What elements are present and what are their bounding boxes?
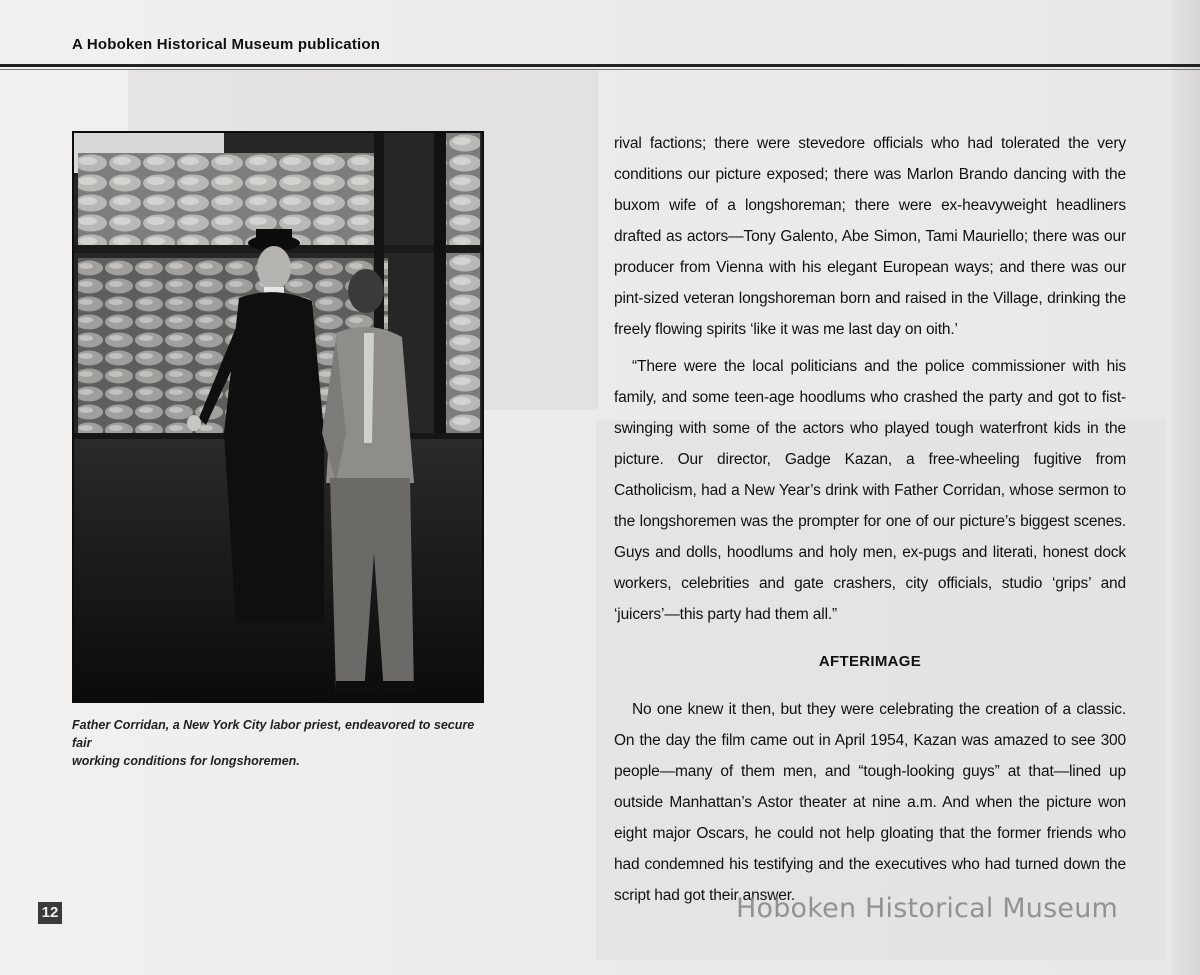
- header-rule-thin: [0, 69, 1200, 70]
- museum-watermark: Hoboken Historical Museum: [736, 893, 1119, 924]
- caption-line: working conditions for longshoremen.: [72, 754, 300, 768]
- section-heading: AFTERIMAGE: [818, 653, 922, 670]
- photo-caption: [72, 716, 492, 770]
- page-number: 12: [38, 902, 62, 924]
- publication-header: A Hoboken Historical Museum publication: [72, 36, 381, 53]
- archival-photo: [72, 131, 484, 703]
- article-body: [614, 128, 1126, 911]
- page-edge: [1172, 0, 1200, 975]
- body-paragraph: No one knew it then, but they were celebrating the creation of a classic. On the day the film came out in April 1954, Kazan was amazed to see 300 people—many of them men, and “tough-looking guys” at that—lined up outside Manhattan’s Astor theater at nine a.m. And when the picture won eight major Oscars, he could not help gloating that the former friends who had condemned his testifying and the executives who had turned down the script had got their answer.: [614, 701, 1126, 904]
- body-paragraph: rival factions; there were stevedore officials who had tolerated the very conditions our picture exposed; there was Marlon Brando dancing with the buxom wife of a longshoreman; there were ex-heavyweight headliners drafted as actors—Tony Galento, Abe Simon, Tami Mauriello; there was our producer from Vienna with his elegant European ways; and there was our pint-sized veteran longshoreman born and raised in the Village, drinking the freely flowing spirits ‘like it was me last day on oith.’: [614, 135, 1126, 338]
- photo-illustration: [74, 133, 482, 701]
- caption-line: Father Corridan, a New York City labor priest, endeavored to secure fair: [72, 718, 475, 750]
- body-paragraph: “There were the local politicians and the police commissioner with his family, and some teen-age hoodlums who crashed the party and got to fist-swinging with some of the actors who played tough waterfront kids in the picture. Our director, Gadge Kazan, a free-wheeling fugitive from Catholicism, had a New Year’s drink with Father Corridan, whose sermon to the longshoremen was the prompter for one of our picture’s biggest scenes. Guys and dolls, hoodlums and holy men, ex-pugs and literati, honest dock workers, celebrities and gate crashers, city officials, studio ‘grips’ and ‘juicers’—this party had them all.”: [614, 358, 1126, 623]
- header-rule: [0, 64, 1200, 67]
